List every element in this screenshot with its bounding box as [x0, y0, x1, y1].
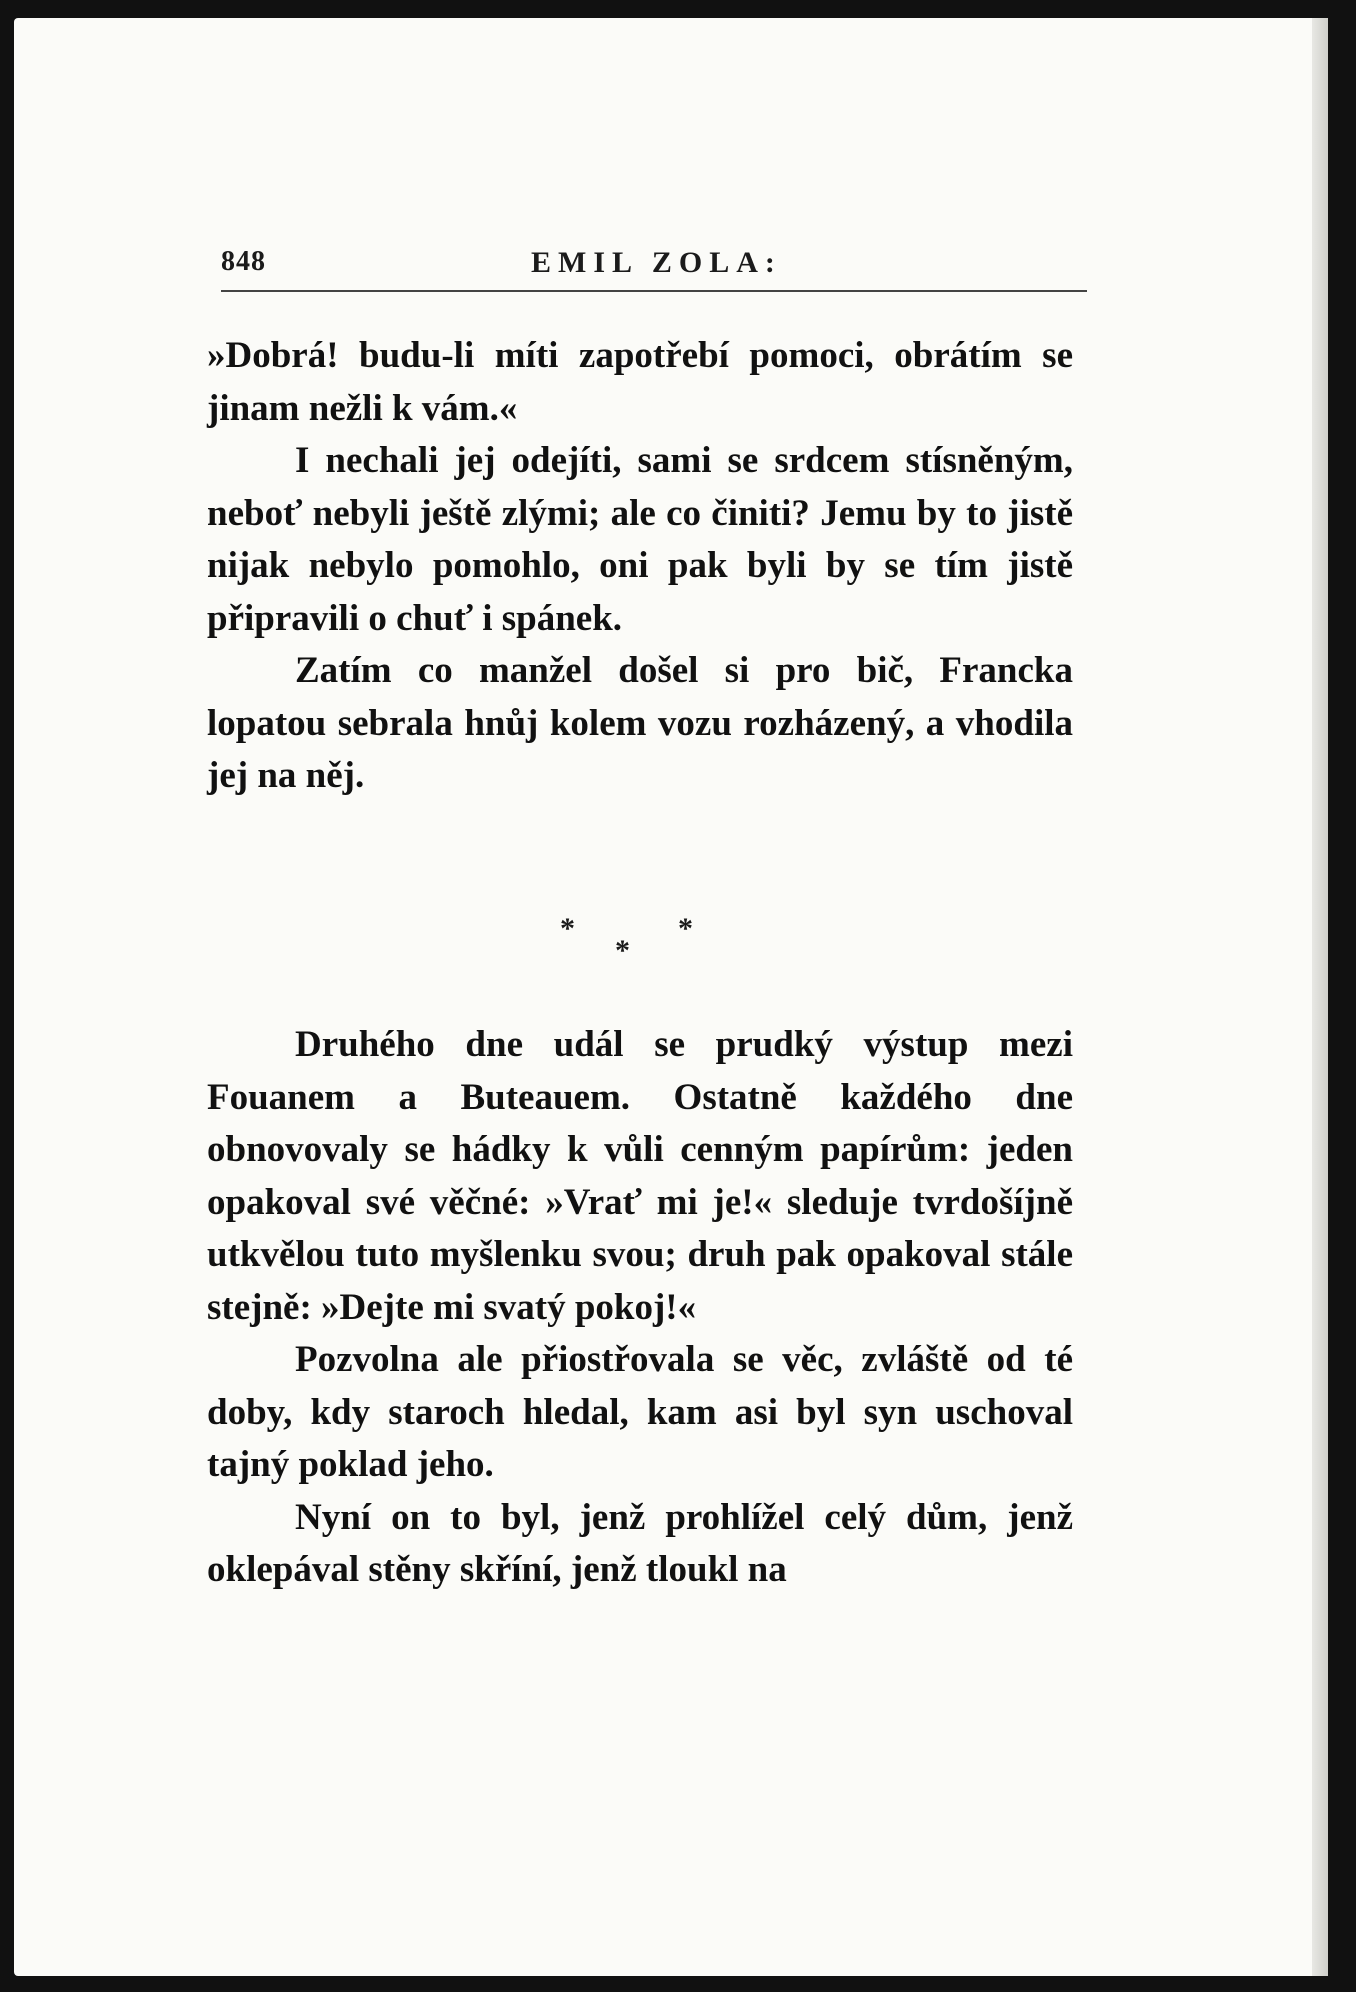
- paragraph: Pozvolna ale přiostřovala se věc, zvláště od té doby, kdy staroch hledal, kam asi byl syn uschoval tajný poklad jeho.: [207, 1339, 1073, 1485]
- paragraph: I nechali jej odejíti, sami se srdcem stísněným, neboť nebyli ještě zlými; ale co činiti? Jemu by to jistě nijak nebylo pomohlo, oni pak byli by se tím jistě připravili o chuť i spánek.: [207, 440, 1073, 639]
- text-block-1: [207, 330, 1073, 803]
- page-spine-edge: [1312, 18, 1328, 1976]
- paragraph: Druhého dne udál se prudký výstup mezi Fouanem a Buteauem. Ostatně každého dne obnovovaly se hádky k vůli cenným papírům: jeden opakoval své věčné: »Vrať mi je!« sleduje tvrdošíjně utkvělou tuto myšlenku svou; druh pak opakoval stále stejně: »Dejte mi svatý pokoj!«: [207, 1024, 1073, 1328]
- separator-star: *: [615, 934, 630, 967]
- paragraph: Zatím co manžel došel si pro bič, Francka lopatou sebrala hnůj kolem vozu rozházený, a vhodila jej na něj.: [207, 650, 1073, 796]
- book-page: [14, 18, 1328, 1976]
- separator-star: *: [560, 912, 575, 945]
- paragraph: Nyní on to byl, jenž prohlížel celý dům, jenž oklepával stěny skříní, jenž tloukl na: [207, 1496, 1073, 1590]
- text-block-2: [207, 1019, 1073, 1597]
- page-number: 848: [221, 246, 266, 277]
- page-header: [221, 242, 1087, 292]
- paragraph: »Dobrá! budu-li míti zapotřebí pomoci, obrátím se jinam nežli k vám.«: [207, 335, 1073, 429]
- section-separator: [560, 912, 720, 972]
- running-head: EMIL ZOLA:: [531, 246, 782, 279]
- separator-star: *: [678, 912, 693, 945]
